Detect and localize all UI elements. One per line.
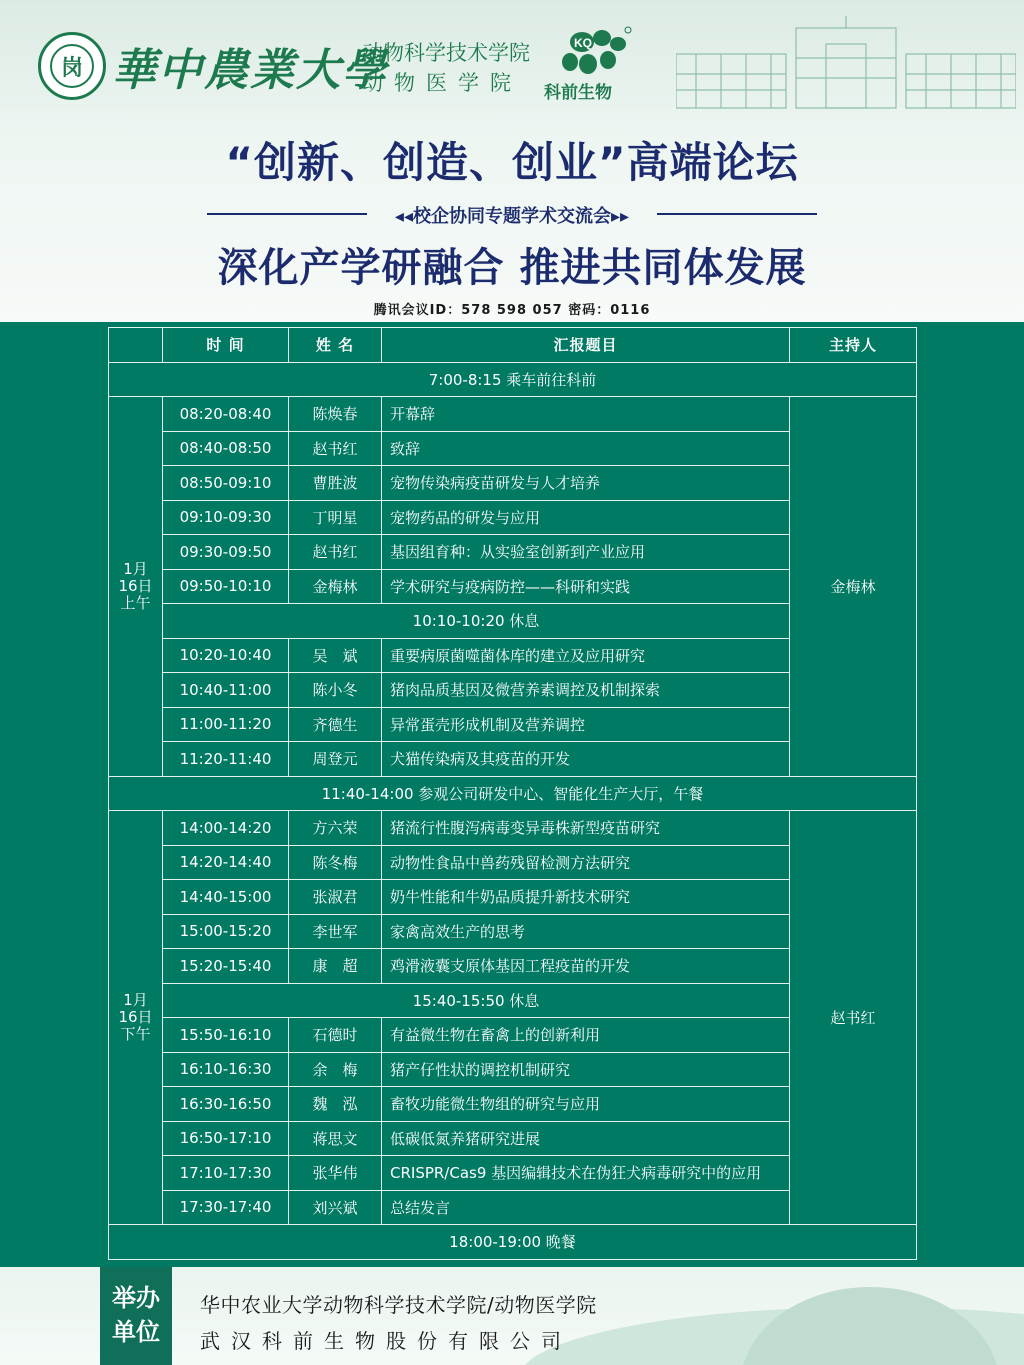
time-cell: 10:20-10:40: [163, 638, 289, 673]
dinner-row: [109, 1225, 917, 1260]
topic-cell: 开幕辞: [382, 397, 790, 432]
speaker-cell: 丁明星: [289, 500, 382, 535]
topic-cell: 奶牛性能和牛奶品质提升新技术研究: [382, 880, 790, 915]
topic-cell: 学术研究与疫病防控——科研和实践: [382, 569, 790, 604]
topic-cell: 致辞: [382, 431, 790, 466]
time-cell: 08:40-08:50: [163, 431, 289, 466]
speaker-cell: 吴 斌: [289, 638, 382, 673]
speaker-cell: 陈焕春: [289, 397, 382, 432]
college-line-1: 动物科学技术学院: [362, 41, 530, 65]
time-cell: 11:00-11:20: [163, 707, 289, 742]
topic-cell: 有益微生物在畜禽上的创新利用: [382, 1018, 790, 1053]
topic-cell: 宠物药品的研发与应用: [382, 500, 790, 535]
time-cell: 16:50-17:10: [163, 1121, 289, 1156]
topic-cell: 基因组育种：从实验室创新到产业应用: [382, 535, 790, 570]
theme-title: 深化产学研融合 推进共同体发展: [217, 245, 807, 291]
organizer-company: 武汉科前生物股份有限公司: [200, 1329, 572, 1353]
time-cell: 17:30-17:40: [163, 1190, 289, 1225]
time-cell: 15:00-15:20: [163, 914, 289, 949]
college-line-2: 动物医学院: [362, 71, 522, 95]
university-name: 華中農業大學: [112, 45, 388, 96]
speaker-cell: 陈小冬: [289, 673, 382, 708]
time-cell: 09:10-09:30: [163, 500, 289, 535]
topic-cell: 家禽高效生产的思考: [382, 914, 790, 949]
speaker-cell: 石德时: [289, 1018, 382, 1053]
morning-host: 金梅林: [790, 397, 917, 777]
header-host: 主持人: [790, 328, 917, 363]
time-cell: 08:50-09:10: [163, 466, 289, 501]
topic-cell: 动物性食品中兽药残留检测方法研究: [382, 845, 790, 880]
time-cell: 15:20-15:40: [163, 949, 289, 984]
kq-bio-logo-icon: [556, 24, 634, 82]
speaker-cell: 刘兴斌: [289, 1190, 382, 1225]
subtitle-row: [207, 202, 817, 226]
speaker-cell: 陈冬梅: [289, 845, 382, 880]
topic-cell: 异常蛋壳形成机制及营养调控: [382, 707, 790, 742]
time-cell: 15:50-16:10: [163, 1018, 289, 1053]
time-cell: 16:30-16:50: [163, 1087, 289, 1122]
schedule-body: [109, 362, 917, 1259]
header-time: 时 间: [163, 328, 289, 363]
lunch-row-text: 11:40-14:00 参观公司研发中心、智能化生产大厅，午餐: [109, 776, 917, 811]
topic-cell: 畜牧功能微生物组的研究与应用: [382, 1087, 790, 1122]
table-row: [109, 397, 917, 432]
afternoon-host: 赵书红: [790, 811, 917, 1225]
topic-cell: CRISPR/Cas9 基因编辑技术在伪狂犬病毒研究中的应用: [382, 1156, 790, 1191]
subtitle-text: 校企协同专题学术交流会: [413, 206, 611, 227]
speaker-cell: 蒋思文: [289, 1121, 382, 1156]
speaker-cell: 余 梅: [289, 1052, 382, 1087]
table-header-row: [109, 328, 917, 363]
time-cell: 09:50-10:10: [163, 569, 289, 604]
organizer-tag: [100, 1267, 172, 1365]
schedule-table: [108, 327, 917, 1260]
header-name: 姓 名: [289, 328, 382, 363]
university-seal-icon: 岗: [38, 32, 106, 100]
transport-row: [109, 362, 917, 397]
time-cell: 14:00-14:20: [163, 811, 289, 846]
time-cell: 14:40-15:00: [163, 880, 289, 915]
header: [0, 0, 1024, 322]
topic-cell: 犬猫传染病及其疫苗的开发: [382, 742, 790, 777]
speaker-cell: 金梅林: [289, 569, 382, 604]
morning-period: 1月 16日 上午: [109, 397, 163, 777]
hill-decoration: [740, 1287, 1000, 1365]
break-text: 10:10-10:20 休息: [163, 604, 790, 639]
organizer-tag-line-2: 单位: [112, 1318, 160, 1346]
topic-cell: 重要病原菌噬菌体库的建立及应用研究: [382, 638, 790, 673]
afternoon-period: 1月 16日 下午: [109, 811, 163, 1225]
dinner-row-text: 18:00-19:00 晚餐: [109, 1225, 917, 1260]
organizer-tag-line-1: 举办: [112, 1284, 160, 1312]
speaker-cell: 张淑君: [289, 880, 382, 915]
organizer-university: 华中农业大学动物科学技术学院/动物医学院: [200, 1293, 597, 1317]
time-cell: 11:20-11:40: [163, 742, 289, 777]
topic-cell: 鸡滑液囊支原体基因工程疫苗的开发: [382, 949, 790, 984]
time-cell: 09:30-09:50: [163, 535, 289, 570]
topic-cell: 总结发言: [382, 1190, 790, 1225]
subtitle: ◂◂校企协同专题学术交流会▸▸: [394, 206, 630, 227]
speaker-cell: 魏 泓: [289, 1087, 382, 1122]
header-blank: [109, 328, 163, 363]
time-cell: 16:10-16:30: [163, 1052, 289, 1087]
break-text: 15:40-15:50 休息: [163, 983, 790, 1018]
table-row: [109, 811, 917, 846]
speaker-cell: 周登元: [289, 742, 382, 777]
speaker-cell: 曹胜波: [289, 466, 382, 501]
speaker-cell: 李世军: [289, 914, 382, 949]
transport-row-text: 7:00-8:15 乘车前往科前: [109, 362, 917, 397]
topic-cell: 宠物传染病疫苗研发与人才培养: [382, 466, 790, 501]
lunch-row: [109, 776, 917, 811]
divider-right: [657, 213, 817, 215]
meeting-info: 腾讯会议ID：578 598 057 密码：0116: [373, 303, 651, 318]
building-illustration: [676, 14, 1016, 110]
time-cell: 10:40-11:00: [163, 673, 289, 708]
topic-cell: 低碳低氮养猪研究进展: [382, 1121, 790, 1156]
speaker-cell: 齐德生: [289, 707, 382, 742]
speaker-cell: 赵书红: [289, 431, 382, 466]
college-name: [362, 38, 530, 98]
time-cell: 17:10-17:30: [163, 1156, 289, 1191]
time-cell: 14:20-14:40: [163, 845, 289, 880]
time-cell: 08:20-08:40: [163, 397, 289, 432]
speaker-cell: 方六荣: [289, 811, 382, 846]
speaker-cell: 张华伟: [289, 1156, 382, 1191]
company-logo-text: 科前生物: [544, 83, 612, 103]
speaker-cell: 赵书红: [289, 535, 382, 570]
svg-text:KQ: KQ: [574, 36, 592, 50]
speaker-cell: 康 超: [289, 949, 382, 984]
topic-cell: 猪肉品质基因及微营养素调控及机制探索: [382, 673, 790, 708]
footer: [0, 1267, 1024, 1365]
forum-title: “创新、创造、创业”高端论坛: [225, 138, 799, 187]
header-topic: 汇报题目: [382, 328, 790, 363]
topic-cell: 猪产仔性状的调控机制研究: [382, 1052, 790, 1087]
topic-cell: 猪流行性腹泻病毒变异毒株新型疫苗研究: [382, 811, 790, 846]
